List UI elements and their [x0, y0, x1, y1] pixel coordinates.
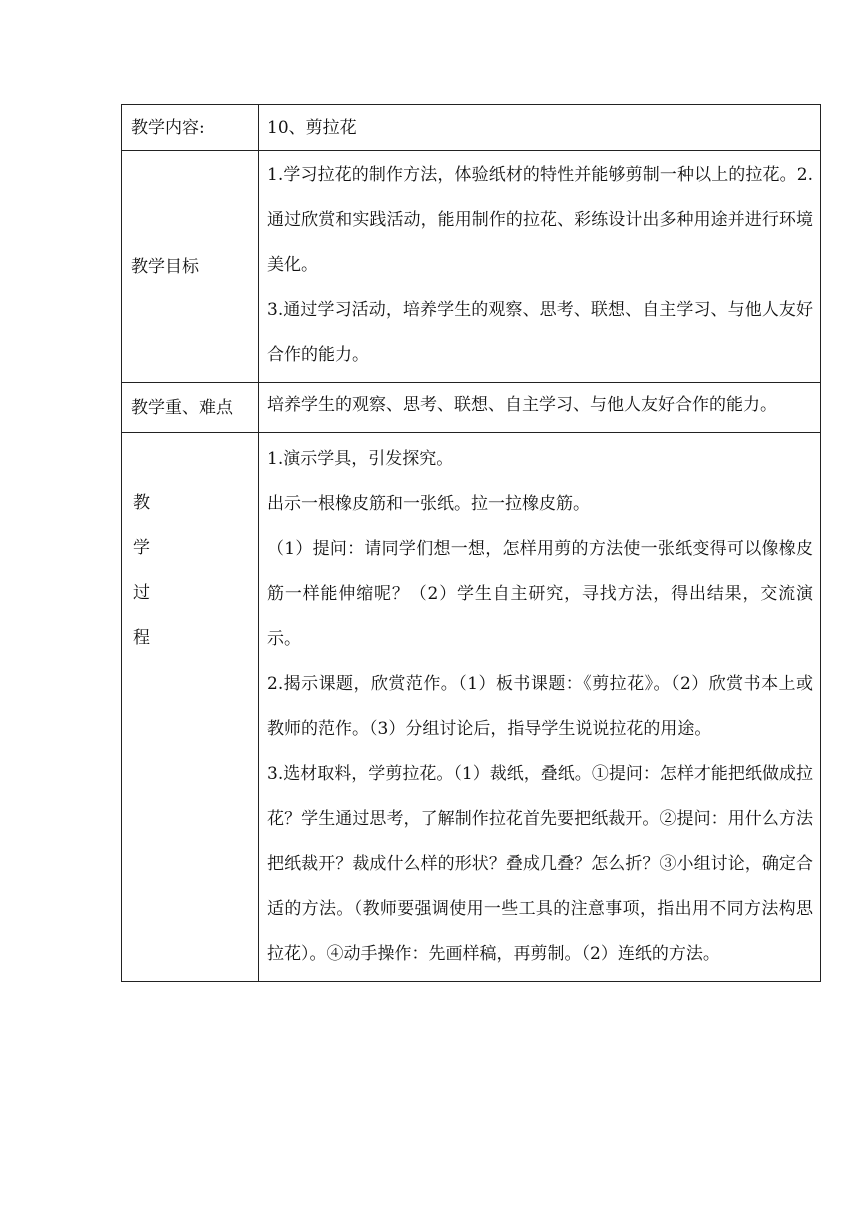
teaching-content-label: 教学内容:	[122, 105, 259, 151]
teaching-process-label	[122, 433, 259, 982]
key-points-text: 培养学生的观察、思考、联想、自主学习、与他人友好合作的能力。	[267, 395, 777, 415]
lesson-plan-table	[121, 104, 821, 982]
process-label-char: 过	[133, 583, 150, 603]
row-teaching-content	[122, 105, 821, 151]
teaching-content-value: 10、剪拉花	[259, 105, 821, 151]
key-points-label: 教学重、难点	[122, 383, 259, 433]
process-step-3: 3.选材取料，学剪拉花。（1）裁纸，叠纸。①提问：怎样才能把纸做成拉花？学生通过思考，了解制作拉花首先要把纸裁开。②提问：用什么方法把纸裁开？裁成什么样的形状？叠成几叠？怎么折？③小组讨论，确定合适的方法。（教师要强调使用一些工具的注意事项，指出用不同方法构思拉花）。④动手操作：先画样稿，再剪制。（2）连纸的方法。	[267, 764, 813, 964]
process-label-char: 学	[133, 538, 150, 558]
row-teaching-goals	[122, 151, 821, 383]
process-step-2: 2.揭示课题，欣赏范作。（1）板书课题：《剪拉花》。（2）欣赏书本上或教师的范作。（3）分组讨论后，指导学生说说拉花的用途。	[267, 674, 813, 739]
teaching-goals-label: 教学目标	[122, 151, 259, 383]
process-label-char: 程	[133, 628, 150, 648]
process-step-1: 1.演示学具，引发探究。	[267, 449, 454, 469]
process-question: （1）提问：请同学们想一想，怎样用剪的方法使一张纸变得可以像橡皮筋一样能伸缩呢？（2）学生自主研究，寻找方法，得出结果，交流演示。	[267, 539, 813, 649]
teaching-goals-cell	[259, 151, 821, 383]
teaching-process-cell	[259, 433, 821, 982]
goal-paragraph-2: 3.通过学习活动，培养学生的观察、思考、联想、自主学习、与他人友好合作的能力。	[267, 300, 813, 365]
process-label-char: 教	[133, 493, 150, 513]
process-intro: 出示一根橡皮筋和一张纸。拉一拉橡皮筋。	[267, 494, 590, 514]
row-teaching-process	[122, 433, 821, 982]
key-points-cell	[259, 383, 821, 433]
row-key-difficult-points	[122, 383, 821, 433]
goal-paragraph-1: 1.学习拉花的制作方法，体验纸材的特性并能够剪制一种以上的拉花。2.通过欣赏和实践活动，能用制作的拉花、彩练设计出多种用途并进行环境美化。	[267, 165, 813, 275]
